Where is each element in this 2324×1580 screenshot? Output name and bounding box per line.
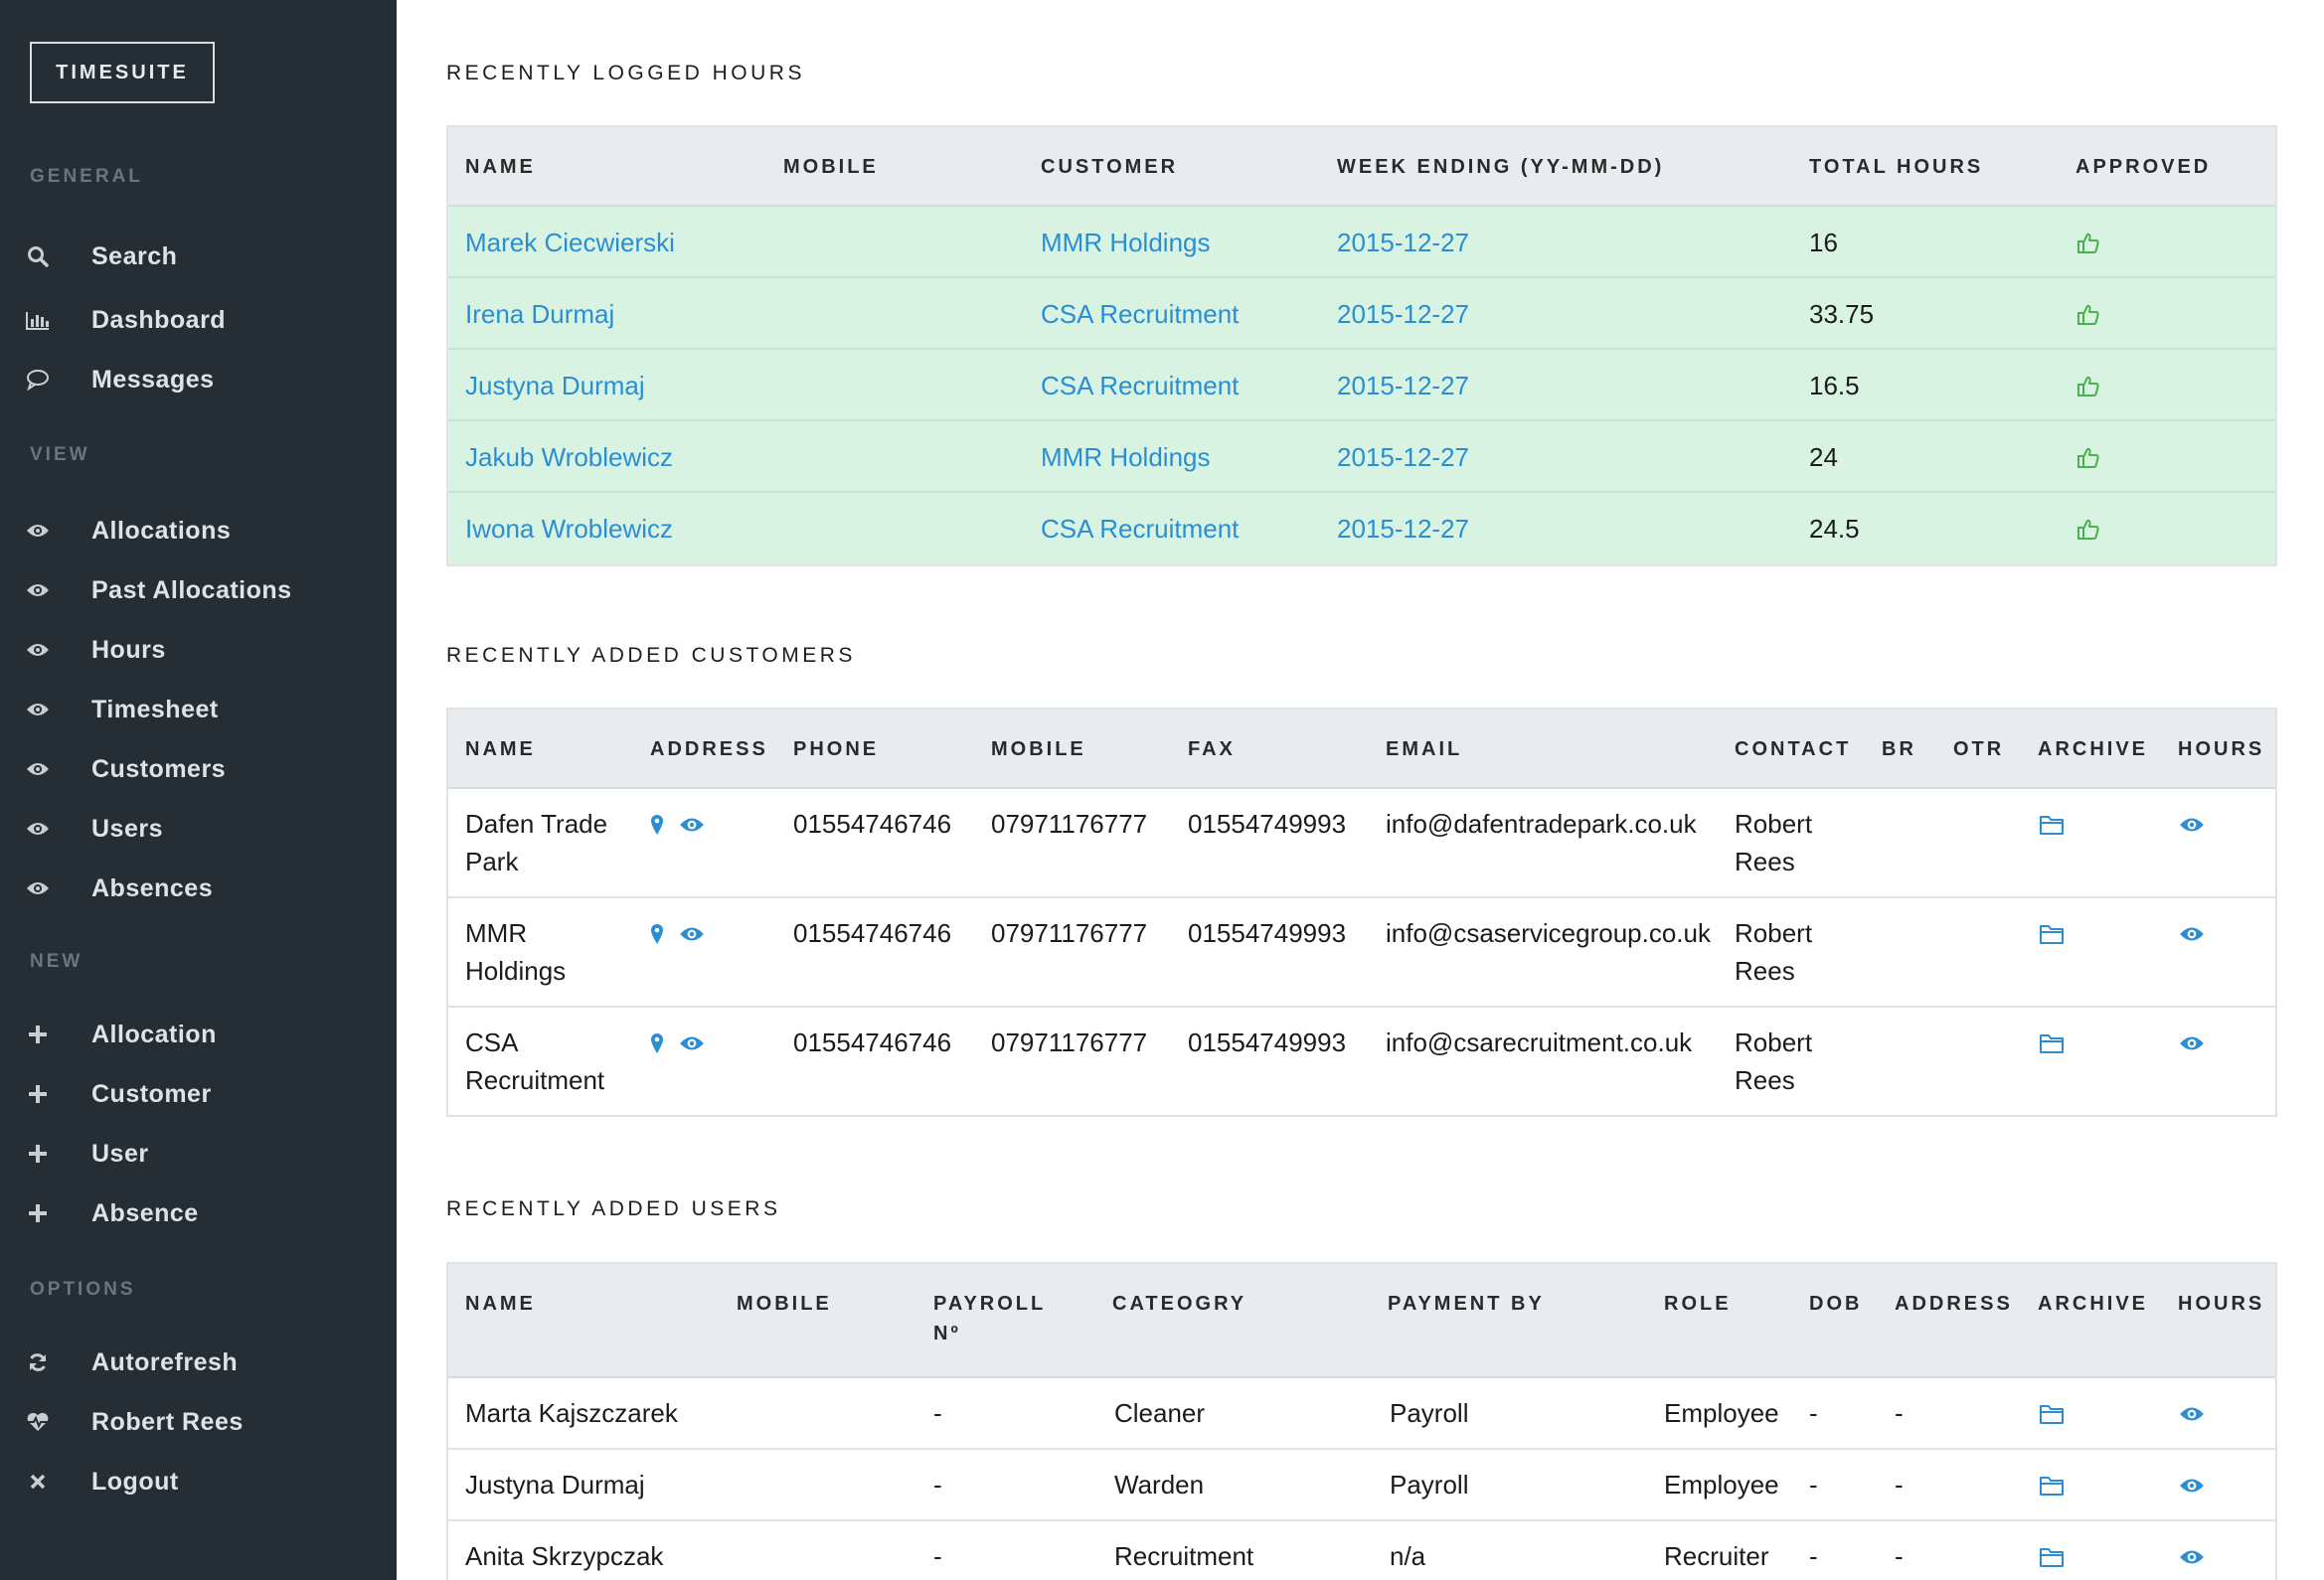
nav-item-new-user[interactable] [26, 1132, 374, 1176]
table-row [448, 789, 2275, 898]
role-cell: Employee [1664, 1398, 1779, 1428]
table-row [448, 1008, 2275, 1115]
address-cell: - [1895, 1541, 1904, 1571]
address-cell: - [1895, 1398, 1904, 1428]
nav-item-new-absence[interactable] [26, 1191, 374, 1235]
nav-item-search[interactable] [26, 235, 374, 278]
address-cell: - [1895, 1470, 1904, 1500]
users-table [446, 1262, 2277, 1580]
thumbs-up-icon [2075, 231, 2101, 256]
email-cell: info@csarecruitment.co.uk [1386, 1027, 1693, 1057]
col-header-phone[interactable]: PHONE [793, 738, 880, 760]
role-cell: Recruiter [1664, 1541, 1769, 1571]
contact-line1: Robert [1735, 1027, 1813, 1057]
eye-icon [26, 817, 50, 841]
col-header-name[interactable]: NAME [465, 738, 536, 760]
dob-cell: - [1809, 1541, 1818, 1571]
email-cell: info@dafentradepark.co.uk [1386, 809, 1697, 839]
nav-item-label: Allocations [91, 516, 232, 545]
customer-name-line1: CSA [465, 1027, 519, 1057]
eye-icon[interactable] [678, 1033, 706, 1053]
week-ending-link[interactable]: 2015-12-27 [1337, 371, 1469, 400]
col-header-archive[interactable]: ARCHIVE [2038, 1293, 2149, 1315]
map-marker-icon[interactable] [647, 1031, 667, 1055]
table-row [448, 278, 2275, 350]
nav-item-dashboard[interactable] [26, 298, 374, 342]
nav-item-label: Allocation [91, 1020, 217, 1048]
refresh-icon [26, 1350, 50, 1374]
col-header-category[interactable]: CATEOGRY [1112, 1293, 1247, 1315]
hours-table [446, 125, 2277, 566]
customer-link[interactable]: MMR Holdings [1041, 442, 1211, 472]
speech-bubble-icon [26, 368, 50, 392]
nav-item-label: Hours [91, 635, 166, 664]
fax-cell: 01554749993 [1188, 918, 1347, 948]
user-name-cell: Marta Kajszczarek [465, 1398, 678, 1428]
customer-link[interactable]: MMR Holdings [1041, 228, 1211, 257]
nav-item-label: Customers [91, 754, 227, 783]
nav-item-new-allocation[interactable] [26, 1013, 374, 1056]
email-cell: info@csaservicegroup.co.uk [1386, 918, 1711, 948]
folder-icon[interactable] [2038, 922, 2066, 946]
category-cell: Warden [1114, 1470, 1205, 1500]
eye-icon [26, 698, 50, 721]
brand-logo[interactable]: TIMESUITE [30, 42, 215, 103]
col-header-mobile[interactable]: MOBILE [783, 156, 879, 178]
nav-item-label: Dashboard [91, 305, 227, 334]
nav-item-customers[interactable] [26, 747, 374, 791]
eye-icon [26, 757, 50, 781]
payroll-cell: - [933, 1470, 942, 1500]
contact-line2: Rees [1735, 956, 1795, 986]
folder-icon[interactable] [2038, 1545, 2066, 1569]
eye-icon [26, 876, 50, 900]
col-header-customer[interactable]: CUSTOMER [1041, 156, 1179, 178]
role-cell: Employee [1664, 1470, 1779, 1500]
payroll-cell: - [933, 1541, 942, 1571]
category-cell: Cleaner [1114, 1398, 1206, 1428]
plus-icon [26, 1142, 50, 1166]
folder-icon[interactable] [2038, 813, 2066, 837]
customers-section-title: RECENTLY ADDED CUSTOMERS [446, 644, 856, 667]
nav-item-logout[interactable] [26, 1460, 374, 1503]
nav-item-label: Logout [91, 1467, 179, 1496]
nav-item-autorefresh[interactable] [26, 1341, 374, 1384]
col-header-hours[interactable]: HOURS [2178, 1293, 2265, 1315]
user-name-cell: Anita Skrzypczak [465, 1541, 664, 1571]
eye-icon [26, 638, 50, 662]
nav-item-profile[interactable] [26, 1400, 374, 1444]
contact-line1: Robert [1735, 809, 1813, 839]
col-header-archive[interactable]: ARCHIVE [2038, 738, 2149, 760]
nav-section-general: GENERAL [30, 166, 143, 187]
employee-name-link[interactable]: Iwona Wroblewicz [465, 514, 674, 544]
sidebar [0, 0, 397, 1580]
week-ending-link[interactable]: 2015-12-27 [1337, 228, 1469, 257]
customer-name-line2: Park [465, 847, 519, 876]
col-header-address[interactable]: ADDRESS [1895, 1293, 2013, 1315]
col-header-fax[interactable]: FAX [1188, 738, 1236, 760]
contact-line2: Rees [1735, 1065, 1795, 1095]
thumbs-up-icon [2075, 517, 2101, 543]
customer-name-line1: MMR [465, 918, 528, 948]
hours-section-title: RECENTLY LOGGED HOURS [446, 62, 805, 84]
table-row [448, 493, 2275, 564]
week-ending-link[interactable]: 2015-12-27 [1337, 299, 1469, 329]
customer-name-line2: Recruitment [465, 1065, 605, 1095]
col-header-dob[interactable]: DOB [1809, 1293, 1863, 1315]
table-row [448, 421, 2275, 493]
contact-line2: Rees [1735, 847, 1795, 876]
employee-name-link[interactable]: Marek Ciecwierski [465, 228, 675, 257]
fax-cell: 01554749993 [1188, 809, 1347, 839]
col-header-name[interactable]: NAME [465, 1293, 536, 1315]
nav-item-users[interactable] [26, 807, 374, 851]
eye-icon[interactable] [2178, 924, 2206, 944]
nav-section-new: NEW [30, 951, 83, 972]
week-ending-link[interactable]: 2015-12-27 [1337, 442, 1469, 472]
customer-link[interactable]: CSA Recruitment [1041, 514, 1240, 544]
table-row [448, 207, 2275, 278]
table-header [448, 127, 2275, 207]
total-hours-cell: 24 [1809, 442, 1838, 472]
mobile-cell: 07971176777 [991, 918, 1148, 948]
eye-icon[interactable] [2178, 1404, 2206, 1424]
col-header-mobile[interactable]: MOBILE [991, 738, 1086, 760]
table-header [448, 1264, 2275, 1378]
eye-icon [26, 519, 50, 543]
payment-by-cell: Payroll [1390, 1470, 1469, 1500]
nav-item-label: Customer [91, 1079, 212, 1108]
nav-item-label: Absence [91, 1198, 199, 1227]
week-ending-link[interactable]: 2015-12-27 [1337, 514, 1469, 544]
nav-item-label: Autorefresh [91, 1347, 239, 1376]
col-header-br[interactable]: BR [1882, 738, 1916, 760]
col-header-otr[interactable]: OTR [1953, 738, 2005, 760]
col-header-payroll[interactable]: PAYROLL [933, 1293, 1047, 1315]
category-cell: Recruitment [1114, 1541, 1254, 1571]
col-header-address[interactable]: ADDRESS [650, 738, 768, 760]
col-header-week-ending[interactable]: WEEK ENDING (YY-MM-DD) [1337, 156, 1665, 178]
table-header [448, 710, 2275, 789]
eye-icon [26, 578, 50, 602]
total-hours-cell: 33.75 [1809, 299, 1875, 329]
nav-item-label: User [91, 1139, 149, 1168]
col-header-name[interactable]: NAME [465, 156, 536, 178]
nav-section-view: VIEW [30, 444, 90, 465]
col-header-payroll-number[interactable]: Nº [933, 1323, 961, 1344]
payroll-cell: - [933, 1398, 942, 1428]
col-header-payment-by[interactable]: PAYMENT BY [1388, 1293, 1545, 1315]
folder-icon[interactable] [2038, 1031, 2066, 1055]
phone-cell: 01554746746 [793, 918, 952, 948]
customer-name-line1: Dafen Trade [465, 809, 608, 839]
table-row [448, 1450, 2275, 1521]
phone-cell: 01554746746 [793, 1027, 952, 1057]
total-hours-cell: 16.5 [1809, 371, 1860, 400]
nav-item-label: Timesheet [91, 695, 219, 723]
table-row [448, 350, 2275, 421]
eye-icon[interactable] [678, 815, 706, 835]
nav-item-label: Messages [91, 365, 215, 394]
col-header-total-hours[interactable]: TOTAL HOURS [1809, 156, 1984, 178]
col-header-mobile[interactable]: MOBILE [737, 1293, 832, 1315]
plus-icon [26, 1082, 50, 1106]
nav-item-hours[interactable] [26, 628, 374, 672]
plus-icon [26, 1201, 50, 1225]
eye-icon[interactable] [2178, 1033, 2206, 1053]
map-marker-icon[interactable] [647, 813, 667, 837]
phone-cell: 01554746746 [793, 809, 952, 839]
nav-item-label: Absences [91, 873, 214, 902]
col-header-role[interactable]: ROLE [1664, 1293, 1732, 1315]
mobile-cell: 07971176777 [991, 809, 1148, 839]
employee-name-link[interactable]: Justyna Durmaj [465, 371, 645, 400]
close-icon [26, 1470, 50, 1494]
nav-item-past-allocations[interactable] [26, 568, 374, 612]
nav-section-options: OPTIONS [30, 1279, 136, 1300]
thumbs-up-icon [2075, 374, 2101, 399]
eye-icon[interactable] [2178, 1476, 2206, 1496]
mobile-cell: 07971176777 [991, 1027, 1148, 1057]
nav-item-allocations[interactable] [26, 509, 374, 553]
total-hours-cell: 16 [1809, 228, 1838, 257]
employee-name-link[interactable]: Jakub Wroblewicz [465, 442, 674, 472]
col-header-approved[interactable]: APPROVED [2075, 156, 2212, 178]
nav-item-absences[interactable] [26, 867, 374, 910]
dob-cell: - [1809, 1398, 1818, 1428]
table-row [448, 1521, 2275, 1580]
heart-icon [26, 1410, 50, 1434]
nav-item-label: Search [91, 241, 178, 270]
user-name-cell: Justyna Durmaj [465, 1470, 645, 1500]
contact-line1: Robert [1735, 918, 1813, 948]
customers-table [446, 708, 2277, 1117]
nav-item-label: Users [91, 814, 163, 843]
bar-chart-icon [26, 308, 50, 332]
eye-icon[interactable] [678, 924, 706, 944]
thumbs-up-icon [2075, 445, 2101, 471]
plus-icon [26, 1023, 50, 1046]
nav-item-timesheet[interactable] [26, 688, 374, 731]
dob-cell: - [1809, 1470, 1818, 1500]
users-section-title: RECENTLY ADDED USERS [446, 1197, 781, 1220]
payment-by-cell: Payroll [1390, 1398, 1469, 1428]
customer-link[interactable]: CSA Recruitment [1041, 371, 1240, 400]
col-header-email[interactable]: EMAIL [1386, 738, 1463, 760]
eye-icon[interactable] [2178, 815, 2206, 835]
folder-icon[interactable] [2038, 1474, 2066, 1498]
customer-link[interactable]: CSA Recruitment [1041, 299, 1240, 329]
table-row [448, 1378, 2275, 1450]
col-header-hours[interactable]: HOURS [2178, 738, 2265, 760]
map-marker-icon[interactable] [647, 922, 667, 946]
customer-name-line2: Holdings [465, 956, 567, 986]
nav-item-messages[interactable] [26, 358, 374, 401]
eye-icon[interactable] [2178, 1547, 2206, 1567]
folder-icon[interactable] [2038, 1402, 2066, 1426]
nav-item-label: Robert Rees [91, 1407, 244, 1436]
employee-name-link[interactable]: Irena Durmaj [465, 299, 615, 329]
table-row [448, 898, 2275, 1008]
col-header-contact[interactable]: CONTACT [1735, 738, 1852, 760]
total-hours-cell: 24.5 [1809, 514, 1860, 544]
payment-by-cell: n/a [1390, 1541, 1426, 1571]
thumbs-up-icon [2075, 302, 2101, 328]
search-icon [26, 244, 50, 268]
nav-item-new-customer[interactable] [26, 1072, 374, 1116]
nav-item-label: Past Allocations [91, 575, 292, 604]
fax-cell: 01554749993 [1188, 1027, 1347, 1057]
